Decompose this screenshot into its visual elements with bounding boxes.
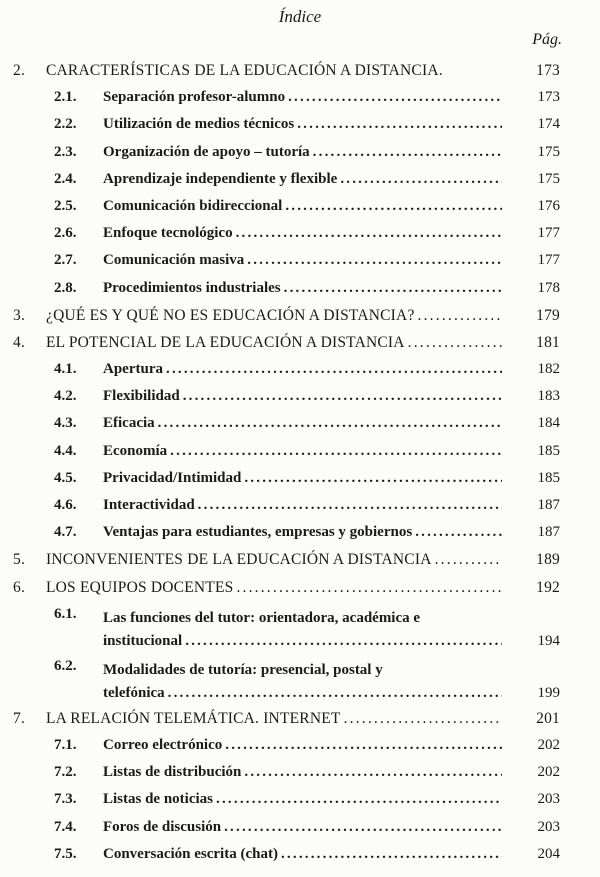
- dot-leader: [183, 383, 502, 410]
- toc-entry: [13, 732, 560, 759]
- entry-page: 187: [537, 524, 560, 541]
- dot-leader: [168, 682, 502, 705]
- toc-entry: [13, 519, 560, 546]
- entry-number: 2.3.: [54, 143, 77, 160]
- entry-title: Eficacia: [103, 415, 155, 432]
- dot-leader: [344, 705, 502, 732]
- dot-leader: [216, 786, 502, 813]
- toc-list: [0, 57, 600, 868]
- toc-entry: [13, 786, 560, 813]
- dot-leader: [247, 247, 502, 274]
- entry-number: 7.4.: [54, 818, 77, 835]
- entry-number: 2.4.: [54, 170, 77, 187]
- entry-page: 204: [537, 845, 560, 862]
- entry-title: Listas de noticias: [103, 791, 214, 808]
- entry-title: Foros de discusión: [103, 818, 222, 835]
- entry-title: Conversación escrita (chat): [103, 845, 278, 862]
- dot-leader: [158, 410, 502, 437]
- entry-number: 2.8.: [54, 279, 77, 296]
- entry-number: 7.2.: [54, 764, 77, 781]
- toc-entry: [13, 111, 560, 138]
- entry-page: 203: [537, 818, 560, 835]
- entry-title-block: [46, 705, 502, 732]
- dot-leader: [198, 492, 502, 519]
- entry-title-block: [103, 247, 502, 274]
- entry-title: CARACTERÍSTICAS DE LA EDUCACIÓN A DISTANCIA.: [46, 62, 443, 79]
- toc-entry: [13, 302, 560, 329]
- toc-entry: [13, 275, 560, 302]
- entry-title: EL POTENCIAL DE LA EDUCACIÓN A DISTANCIA: [46, 333, 405, 351]
- entry-title-line2: institucional: [103, 632, 183, 649]
- entry-title: INCONVENIENTES DE LA EDUCACIÓN A DISTANCIA: [46, 551, 432, 569]
- entry-page: 177: [537, 225, 560, 242]
- entry-page: 202: [537, 736, 560, 753]
- entry-number: 4.5.: [54, 469, 77, 486]
- entry-title: LOS EQUIPOS DOCENTES: [46, 578, 234, 596]
- dot-leader: [288, 84, 502, 111]
- toc-entry: [13, 329, 560, 356]
- entry-number: 6.1.: [54, 605, 77, 622]
- entry-title-block: [46, 329, 502, 356]
- entry-title: Separación profesor-alumno: [103, 89, 286, 106]
- dot-leader: [418, 302, 502, 329]
- entry-title: Utilización de medios técnicos: [103, 116, 295, 133]
- entry-title-block: [103, 607, 502, 653]
- entry-title-block: [103, 410, 502, 437]
- entry-page: 175: [537, 143, 560, 160]
- entry-title-block: [103, 659, 502, 705]
- entry-page: 194: [537, 632, 560, 649]
- entry-title-block: [103, 814, 502, 841]
- entry-title-block: [103, 139, 502, 166]
- entry-title-block: [46, 574, 502, 601]
- dot-leader: [297, 111, 502, 138]
- entry-page: 192: [536, 578, 560, 596]
- entry-page: 178: [537, 279, 560, 296]
- toc-entry: [13, 166, 560, 193]
- entry-page: 203: [537, 791, 560, 808]
- entry-number: 4.: [13, 333, 26, 351]
- entry-page: 185: [537, 469, 560, 486]
- dot-leader: [224, 814, 502, 841]
- entry-title-block: [103, 786, 502, 813]
- entry-title-block: [46, 57, 502, 84]
- entry-title-block: [103, 732, 502, 759]
- entry-page: 187: [537, 497, 560, 513]
- entry-number: 4.6.: [54, 497, 77, 513]
- entry-title: Interactividad: [103, 497, 195, 513]
- entry-title: Ventajas para estudiantes, empresas y gobiernos: [103, 524, 413, 541]
- entry-page: 173: [537, 89, 560, 106]
- entry-title-block: [103, 275, 502, 302]
- entry-number: 2.6.: [54, 225, 77, 242]
- toc-entry: [13, 220, 560, 247]
- entry-title: Procedimientos industriales: [103, 279, 281, 296]
- entry-title-block: [103, 465, 502, 492]
- entry-page: 179: [536, 306, 560, 324]
- entry-title-block: [103, 492, 502, 519]
- toc-entry: [13, 492, 560, 519]
- entry-title-line2: telefónica: [103, 684, 165, 701]
- entry-number: 4.2.: [54, 388, 77, 405]
- dot-leader: [244, 759, 502, 786]
- entry-title: ¿QUÉ ES Y QUÉ NO ES EDUCACIÓN A DISTANCIA?: [46, 306, 415, 324]
- entry-title-block: [103, 84, 502, 111]
- entry-page: 202: [537, 764, 560, 781]
- entry-title: LA RELACIÓN TELEMÁTICA. INTERNET: [46, 709, 341, 727]
- toc-entry: [13, 814, 560, 841]
- entry-number: 7.: [13, 709, 26, 727]
- entry-number: 7.3.: [54, 791, 77, 808]
- entry-title: Enfoque tecnológico: [103, 225, 233, 242]
- toc-entry: [13, 546, 560, 573]
- toc-entry: [13, 841, 560, 868]
- dot-leader: [225, 732, 502, 759]
- dot-leader: [435, 546, 502, 573]
- dot-leader: [236, 220, 502, 247]
- entry-page: 181: [536, 333, 560, 351]
- toc-entry: [13, 356, 560, 383]
- dot-leader: [285, 193, 502, 220]
- entry-title-block: [103, 841, 502, 868]
- toc-entry: [13, 705, 560, 732]
- entry-page: 173: [536, 62, 560, 79]
- toc-entry: [13, 383, 560, 410]
- entry-page: 184: [537, 415, 560, 432]
- entry-title: Economía: [103, 442, 168, 459]
- dot-leader: [408, 329, 502, 356]
- entry-title-block: [103, 383, 502, 410]
- entry-title-block: [46, 302, 502, 329]
- entry-title: Organización de apoyo – tutoría: [103, 143, 310, 160]
- page-column-label: Pág.: [532, 31, 562, 48]
- entry-page: 183: [537, 388, 560, 405]
- toc-entry: [13, 601, 560, 653]
- dot-leader: [185, 630, 502, 653]
- entry-number: 4.4.: [54, 442, 77, 459]
- entry-number: 4.3.: [54, 415, 77, 432]
- entry-page: 182: [537, 361, 560, 378]
- entry-page: 174: [537, 116, 560, 133]
- entry-title: Correo electrónico: [103, 736, 223, 753]
- dot-leader: [281, 841, 502, 868]
- entry-title-block: [103, 193, 502, 220]
- entry-title-block: [46, 546, 502, 573]
- toc-entry: [13, 57, 560, 84]
- entry-number: 2.: [13, 62, 26, 79]
- dot-leader: [244, 465, 502, 492]
- entry-title-block: [103, 356, 502, 383]
- entry-title: Flexibilidad: [103, 388, 180, 405]
- entry-number: 6.: [13, 578, 26, 596]
- entry-page: 199: [537, 684, 560, 701]
- dot-leader: [340, 166, 502, 193]
- entry-title: Modalidades de tutoría: presencial, postal y: [103, 661, 383, 678]
- entry-title-block: [103, 111, 502, 138]
- entry-page: 189: [536, 551, 560, 569]
- entry-number: 5.: [13, 551, 26, 569]
- toc-entry: [13, 139, 560, 166]
- entry-title: Comunicación masiva: [103, 252, 245, 269]
- entry-page: 175: [537, 170, 560, 187]
- dot-leader: [166, 356, 502, 383]
- page-title: Índice: [278, 7, 322, 26]
- toc-entry: [13, 653, 560, 705]
- toc-entry: [13, 759, 560, 786]
- dot-leader: [284, 275, 502, 302]
- toc-entry: [13, 465, 560, 492]
- entry-number: 6.2.: [54, 657, 77, 674]
- entry-number: 2.7.: [54, 252, 77, 269]
- entry-number: 4.7.: [54, 524, 77, 541]
- entry-title: Apertura: [103, 361, 163, 378]
- dot-leader: [236, 574, 502, 601]
- entry-page: 176: [537, 197, 560, 214]
- entry-title: Las funciones del tutor: orientadora, académica e: [103, 609, 421, 626]
- toc-entry: [13, 193, 560, 220]
- entry-title: Aprendizaje independiente y flexible: [103, 170, 338, 187]
- entry-title: Listas de distribución: [103, 764, 242, 781]
- dot-leader: [313, 139, 502, 166]
- entry-title-block: [103, 519, 502, 546]
- toc-entry: [13, 410, 560, 437]
- entry-number: 2.1.: [54, 89, 77, 106]
- toc-entry: [13, 438, 560, 465]
- entry-number: 2.2.: [54, 116, 77, 133]
- entry-page: 177: [537, 252, 560, 269]
- entry-number: 7.1.: [54, 736, 77, 753]
- dot-leader: [415, 519, 502, 546]
- entry-title: Comunicación bidireccional: [103, 197, 283, 214]
- entry-number: 4.1.: [54, 361, 77, 378]
- entry-page: 185: [537, 442, 560, 459]
- entry-number: 7.5.: [54, 845, 77, 862]
- entry-title: Privacidad/Intimidad: [103, 469, 242, 486]
- entry-page: 201: [536, 709, 560, 727]
- entry-title-block: [103, 438, 502, 465]
- entry-title-block: [103, 166, 502, 193]
- entry-title-block: [103, 220, 502, 247]
- toc-entry: [13, 84, 560, 111]
- entry-title-block: [103, 759, 502, 786]
- entry-number: 2.5.: [54, 197, 77, 214]
- toc-entry: [13, 574, 560, 601]
- toc-entry: [13, 247, 560, 274]
- entry-number: 3.: [13, 306, 26, 324]
- dot-leader: [170, 438, 502, 465]
